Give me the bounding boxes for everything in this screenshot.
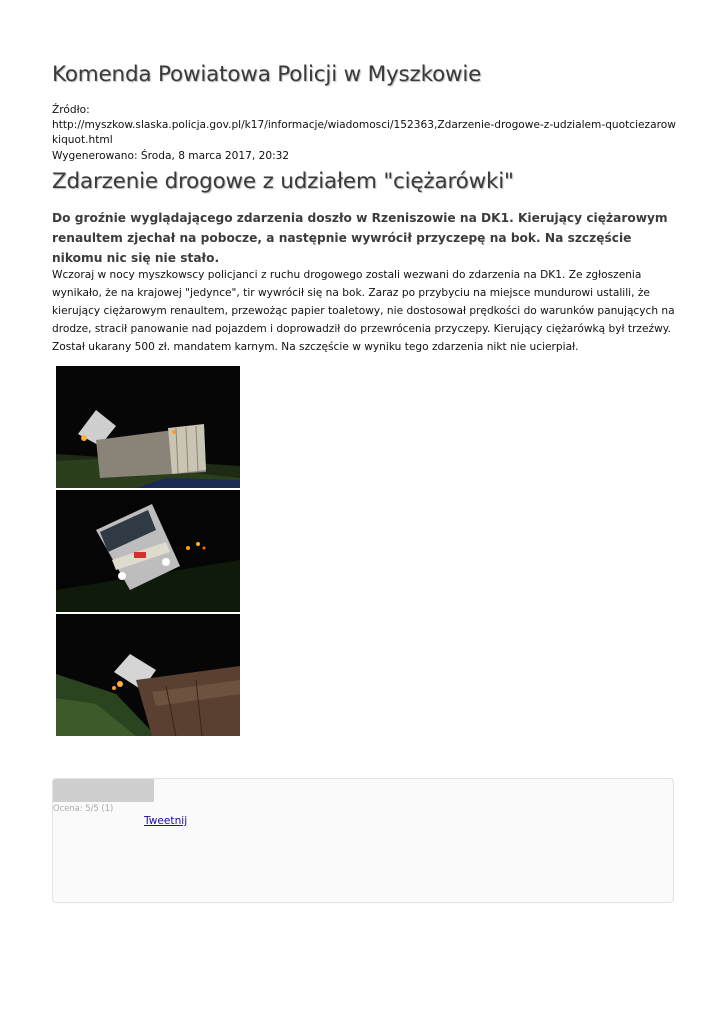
generated-date: Wygenerowano: Środa, 8 marca 2017, 20:32 bbox=[52, 149, 290, 162]
accident-photo-3[interactable] bbox=[56, 614, 240, 736]
accident-photo-1[interactable] bbox=[56, 366, 240, 488]
article-body: Wczoraj w nocy myszkowscy policjanci z ruchu drogowego zostali wezwani do zdarzenia na DK1. Ze zgłoszenia wynikało, że na krajowej "jedynce", tir wywrócił się na bok. Zaraz po przybyciu na miejsce mundurowi ustalili, że kierujący ciężarowym renaultem, przewożąc papier toaletowy, nie dostosował prędkości do warunków panujących na drodze, stracił panowanie nad pojazdem i doprowadził do przewrócenia przyczepy. Kierujący ciężarówką był trzeźwy. Został ukarany 500 zł. mandatem karnym. Na szczęście w wyniku tego zdarzenia nikt nie ucierpiał. bbox=[52, 269, 675, 353]
article-lead: Do groźnie wyglądającego zdarzenia doszło w Rzeniszowie na DK1. Kierujący ciężarowym renaultem zjechał na pobocze, a następnie wywrócił przyczepę na bok. Na szczęście nikomu nic się nie stało. bbox=[52, 211, 668, 265]
rating-panel bbox=[52, 778, 674, 903]
source-info bbox=[52, 103, 677, 164]
accident-photo-2[interactable] bbox=[56, 490, 240, 612]
source-url[interactable]: http://myszkow.slaska.policja.gov.pl/k17/informacje/wiadomosci/152363,Zdarzenie-drogowe-z-udzialem-quotciezarowkiquot.html bbox=[52, 119, 676, 147]
source-label: Źródło: bbox=[52, 104, 90, 116]
article-title: Zdarzenie drogowe z udziałem "ciężarówki" bbox=[52, 169, 514, 194]
site-title: Komenda Powiatowa Policji w Myszkowie bbox=[52, 62, 482, 87]
rating-bar bbox=[53, 779, 154, 802]
rating-text: Ocena: 5/5 (1) bbox=[53, 803, 114, 813]
tweet-link[interactable]: Tweetnij bbox=[144, 815, 188, 827]
